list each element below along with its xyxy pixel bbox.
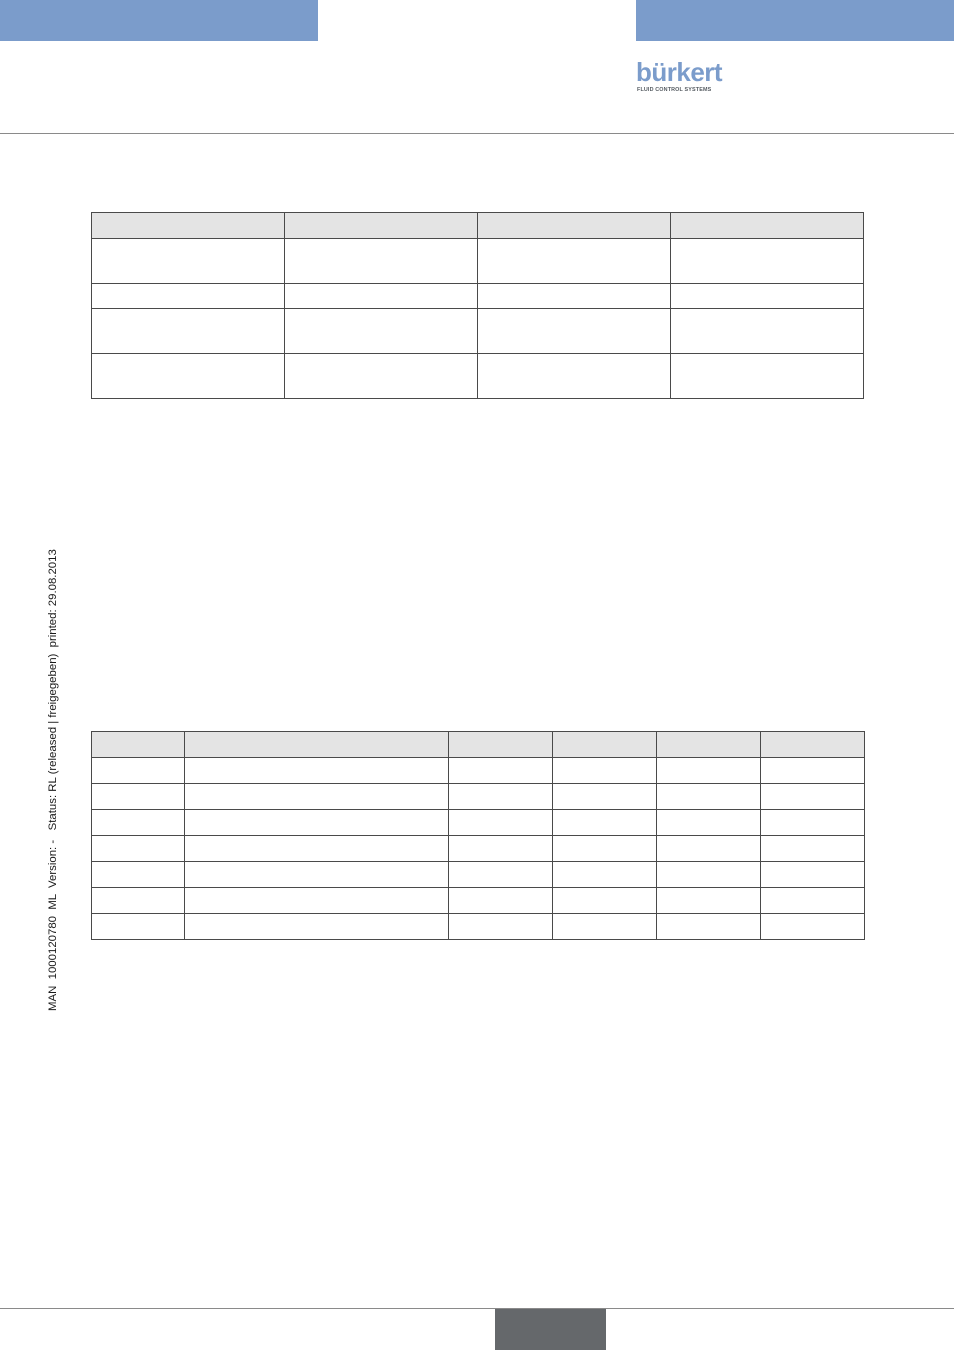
table-row	[92, 914, 865, 940]
table-row	[92, 284, 864, 309]
table-header-cell	[553, 732, 657, 758]
table-cell	[449, 810, 553, 836]
table-cell	[449, 784, 553, 810]
table-header-cell	[478, 213, 671, 239]
table-header-row	[92, 213, 864, 239]
data-table-2	[91, 731, 865, 940]
table-cell	[449, 836, 553, 862]
table-header-cell	[92, 213, 285, 239]
table-cell	[92, 239, 285, 284]
table-cell	[185, 810, 449, 836]
table-cell	[285, 284, 478, 309]
table-header-cell	[92, 732, 185, 758]
table-cell	[185, 836, 449, 862]
table-header-cell	[285, 213, 478, 239]
table-cell	[92, 862, 185, 888]
table-cell	[185, 914, 449, 940]
table-cell	[92, 284, 285, 309]
logo-wordmark: bürkert	[636, 57, 723, 87]
table-cell	[92, 309, 285, 354]
table-row	[92, 810, 865, 836]
table-cell	[92, 354, 285, 399]
table-header-cell	[449, 732, 553, 758]
table-cell	[671, 239, 864, 284]
table-cell	[285, 309, 478, 354]
table-cell	[657, 862, 761, 888]
table-cell	[553, 810, 657, 836]
table-cell	[553, 836, 657, 862]
table-cell	[185, 888, 449, 914]
data-table-1	[91, 212, 864, 399]
table-cell	[553, 914, 657, 940]
table-cell	[285, 354, 478, 399]
table-row	[92, 784, 865, 810]
table-cell	[671, 284, 864, 309]
table-row	[92, 354, 864, 399]
table-cell	[761, 836, 865, 862]
page-number-tab	[495, 1309, 606, 1350]
header-band-right	[636, 0, 954, 41]
table-cell	[761, 810, 865, 836]
table-cell	[92, 784, 185, 810]
table-cell	[185, 862, 449, 888]
table-cell	[478, 309, 671, 354]
table-cell	[478, 354, 671, 399]
table-row	[92, 836, 865, 862]
table-cell	[449, 914, 553, 940]
table-cell	[449, 888, 553, 914]
table-cell	[761, 888, 865, 914]
table-cell	[449, 758, 553, 784]
table-header-cell	[185, 732, 449, 758]
table-cell	[657, 758, 761, 784]
table-cell	[553, 888, 657, 914]
table-cell	[761, 862, 865, 888]
table-cell	[92, 810, 185, 836]
table-header-cell	[761, 732, 865, 758]
burkert-logo	[636, 57, 736, 97]
table-row	[92, 888, 865, 914]
table-cell	[671, 309, 864, 354]
table-cell	[185, 758, 449, 784]
table-cell	[92, 914, 185, 940]
table-cell	[92, 758, 185, 784]
table-header-cell	[657, 732, 761, 758]
table-cell	[657, 784, 761, 810]
header-divider	[0, 133, 954, 134]
logo-tagline: FLUID CONTROL SYSTEMS	[637, 87, 712, 93]
footer-divider	[0, 1308, 954, 1309]
table-cell	[761, 758, 865, 784]
table-cell	[285, 239, 478, 284]
table-cell	[657, 810, 761, 836]
table-cell	[478, 239, 671, 284]
table-cell	[553, 784, 657, 810]
document-status-note: MAN 1000120780 ML Version: - Status: RL (released | freigegeben) printed: 29.08.2013	[47, 549, 59, 1011]
table-cell	[657, 914, 761, 940]
header-band-left	[0, 0, 318, 41]
table-row	[92, 239, 864, 284]
table-cell	[761, 914, 865, 940]
table-cell	[553, 862, 657, 888]
table-row	[92, 309, 864, 354]
table-cell	[761, 784, 865, 810]
table-cell	[92, 888, 185, 914]
table-header-cell	[671, 213, 864, 239]
table-header-row	[92, 732, 865, 758]
table-cell	[478, 284, 671, 309]
table-cell	[553, 758, 657, 784]
table-row	[92, 862, 865, 888]
table-cell	[449, 862, 553, 888]
table-row	[92, 758, 865, 784]
table-cell	[185, 784, 449, 810]
table-cell	[671, 354, 864, 399]
table-cell	[657, 888, 761, 914]
table-cell	[657, 836, 761, 862]
table-cell	[92, 836, 185, 862]
